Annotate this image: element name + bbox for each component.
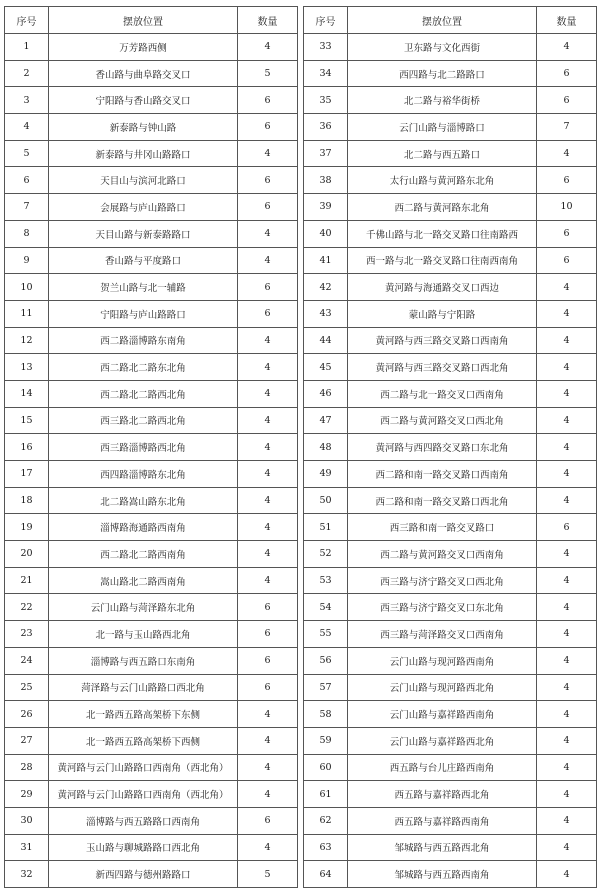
table-row	[5, 167, 298, 194]
table-row	[304, 140, 597, 167]
table-row	[304, 434, 597, 461]
table-row	[304, 834, 597, 861]
row-number-cell: 48	[304, 434, 348, 461]
table-row	[5, 754, 298, 781]
table-row	[5, 34, 298, 61]
row-quantity-cell: 4	[238, 354, 298, 381]
row-quantity-cell: 4	[537, 327, 597, 354]
row-location-cell: 云门山路与菏泽路东北角	[49, 594, 238, 621]
row-location-cell: 西四路淄博路东北角	[49, 461, 238, 488]
row-number-cell: 32	[5, 861, 49, 888]
table-row	[304, 407, 597, 434]
row-quantity-cell: 6	[238, 274, 298, 301]
row-location-cell: 黄河路与西三路交叉路口西北角	[348, 354, 537, 381]
placement-table-left	[4, 6, 298, 888]
row-number-cell: 49	[304, 461, 348, 488]
row-quantity-cell: 4	[238, 754, 298, 781]
row-quantity-cell: 4	[537, 674, 597, 701]
row-location-cell: 西三路淄博路西北角	[49, 434, 238, 461]
row-quantity-cell: 4	[537, 567, 597, 594]
row-number-cell: 13	[5, 354, 49, 381]
row-location-cell: 北二路嵩山路东北角	[49, 487, 238, 514]
row-location-cell: 万芳路西侧	[49, 34, 238, 61]
table-row	[304, 754, 597, 781]
row-number-cell: 21	[5, 567, 49, 594]
row-quantity-cell: 4	[238, 567, 298, 594]
row-quantity-cell: 4	[238, 140, 298, 167]
row-location-cell: 北一路西五路高架桥下西侧	[49, 727, 238, 754]
row-location-cell: 香山路与平度路口	[49, 247, 238, 274]
row-quantity-cell: 4	[537, 140, 597, 167]
row-quantity-cell: 4	[537, 300, 597, 327]
row-number-cell: 50	[304, 487, 348, 514]
row-location-cell: 西三路与济宁路交叉口西北角	[348, 567, 537, 594]
row-location-cell: 西二路北二路西北角	[49, 380, 238, 407]
row-location-cell: 西四路与北二路路口	[348, 60, 537, 87]
row-quantity-cell: 7	[537, 114, 597, 141]
row-number-cell: 20	[5, 541, 49, 568]
table-row	[5, 861, 298, 888]
row-quantity-cell: 4	[238, 407, 298, 434]
row-number-cell: 42	[304, 274, 348, 301]
row-quantity-cell: 6	[238, 114, 298, 141]
row-number-cell: 1	[5, 34, 49, 61]
row-location-cell: 新西四路与德州路路口	[49, 861, 238, 888]
table-row	[304, 674, 597, 701]
row-quantity-cell: 4	[537, 434, 597, 461]
row-quantity-cell: 6	[537, 60, 597, 87]
table-row	[304, 861, 597, 888]
row-number-cell: 31	[5, 834, 49, 861]
row-number-cell: 64	[304, 861, 348, 888]
table-row	[5, 461, 298, 488]
table-body-right	[304, 34, 597, 888]
row-number-cell: 57	[304, 674, 348, 701]
row-quantity-cell: 4	[238, 380, 298, 407]
row-quantity-cell: 4	[537, 621, 597, 648]
row-quantity-cell: 4	[537, 541, 597, 568]
row-location-cell: 云门山路与现河路西北角	[348, 674, 537, 701]
row-location-cell: 西二路北二路西南角	[49, 541, 238, 568]
table-row	[304, 194, 597, 221]
row-location-cell: 淄博路与西五路口东南角	[49, 647, 238, 674]
row-location-cell: 邹城路与西五路西南角	[348, 861, 537, 888]
table-row	[5, 487, 298, 514]
row-location-cell: 贺兰山路与北一辅路	[49, 274, 238, 301]
table-row	[304, 300, 597, 327]
row-location-cell: 西三路与菏泽路交叉口西南角	[348, 621, 537, 648]
row-location-cell: 西二路与黄河路东北角	[348, 194, 537, 221]
table-row	[5, 220, 298, 247]
row-location-cell: 云门山路与淄博路口	[348, 114, 537, 141]
row-number-cell: 63	[304, 834, 348, 861]
row-location-cell: 云门山路与嘉祥路西北角	[348, 727, 537, 754]
row-number-cell: 8	[5, 220, 49, 247]
row-number-cell: 53	[304, 567, 348, 594]
table-row	[5, 674, 298, 701]
row-location-cell: 蒙山路与宁阳路	[348, 300, 537, 327]
row-location-cell: 菏泽路与云门山路路口西北角	[49, 674, 238, 701]
row-quantity-cell: 4	[537, 754, 597, 781]
row-number-cell: 38	[304, 167, 348, 194]
row-location-cell: 西二路和南一路交叉路口西南角	[348, 461, 537, 488]
row-location-cell: 西三路与济宁路交叉口东北角	[348, 594, 537, 621]
header-location: 摆放位置	[348, 7, 537, 34]
row-quantity-cell: 6	[537, 167, 597, 194]
row-location-cell: 宁阳路与庐山路路口	[49, 300, 238, 327]
table-row	[5, 247, 298, 274]
table-row	[5, 541, 298, 568]
table-row	[304, 541, 597, 568]
row-number-cell: 3	[5, 87, 49, 114]
row-quantity-cell: 4	[238, 461, 298, 488]
table-row	[5, 140, 298, 167]
table-row	[304, 34, 597, 61]
row-quantity-cell: 4	[537, 34, 597, 61]
row-location-cell: 卫东路与文化西街	[348, 34, 537, 61]
row-quantity-cell: 6	[537, 514, 597, 541]
table-row	[5, 407, 298, 434]
row-quantity-cell: 4	[238, 34, 298, 61]
row-number-cell: 11	[5, 300, 49, 327]
table-row	[5, 114, 298, 141]
header-no: 序号	[5, 7, 49, 34]
row-number-cell: 58	[304, 701, 348, 728]
row-number-cell: 51	[304, 514, 348, 541]
table-row	[304, 594, 597, 621]
header-no: 序号	[304, 7, 348, 34]
row-number-cell: 33	[304, 34, 348, 61]
row-number-cell: 37	[304, 140, 348, 167]
table-row	[5, 327, 298, 354]
row-quantity-cell: 4	[537, 274, 597, 301]
table-row	[5, 567, 298, 594]
row-number-cell: 15	[5, 407, 49, 434]
row-quantity-cell: 10	[537, 194, 597, 221]
table-row	[5, 380, 298, 407]
row-quantity-cell: 6	[238, 194, 298, 221]
row-number-cell: 30	[5, 807, 49, 834]
row-number-cell: 54	[304, 594, 348, 621]
row-location-cell: 西三路北二路西北角	[49, 407, 238, 434]
row-number-cell: 61	[304, 781, 348, 808]
row-quantity-cell: 6	[537, 87, 597, 114]
row-location-cell: 新泰路与钟山路	[49, 114, 238, 141]
row-quantity-cell: 6	[238, 621, 298, 648]
table-row	[304, 514, 597, 541]
table-row	[304, 354, 597, 381]
row-number-cell: 40	[304, 220, 348, 247]
row-location-cell: 云门山路与嘉祥路西南角	[348, 701, 537, 728]
row-number-cell: 12	[5, 327, 49, 354]
row-quantity-cell: 4	[537, 461, 597, 488]
row-location-cell: 北一路西五路高架桥下东侧	[49, 701, 238, 728]
row-number-cell: 2	[5, 60, 49, 87]
row-number-cell: 22	[5, 594, 49, 621]
row-number-cell: 60	[304, 754, 348, 781]
table-row	[5, 274, 298, 301]
row-number-cell: 14	[5, 380, 49, 407]
row-number-cell: 34	[304, 60, 348, 87]
row-quantity-cell: 4	[238, 701, 298, 728]
row-number-cell: 36	[304, 114, 348, 141]
row-location-cell: 西一路与北一路交叉路口往南西南角	[348, 247, 537, 274]
row-quantity-cell: 4	[537, 647, 597, 674]
row-location-cell: 北二路与西五路口	[348, 140, 537, 167]
table-body-left	[5, 34, 298, 888]
placement-table-right	[303, 6, 597, 888]
row-location-cell: 黄河路与西三路交叉路口西南角	[348, 327, 537, 354]
row-location-cell: 北一路与玉山路西北角	[49, 621, 238, 648]
table-row	[5, 514, 298, 541]
row-quantity-cell: 4	[537, 594, 597, 621]
row-quantity-cell: 5	[238, 861, 298, 888]
row-quantity-cell: 4	[537, 487, 597, 514]
table-row	[5, 647, 298, 674]
row-number-cell: 59	[304, 727, 348, 754]
table-row	[304, 567, 597, 594]
row-number-cell: 25	[5, 674, 49, 701]
row-location-cell: 太行山路与黄河路东北角	[348, 167, 537, 194]
row-location-cell: 西二路和南一路交叉路口西北角	[348, 487, 537, 514]
row-quantity-cell: 4	[537, 781, 597, 808]
row-location-cell: 玉山路与聊城路路口西北角	[49, 834, 238, 861]
row-location-cell: 会展路与庐山路路口	[49, 194, 238, 221]
row-location-cell: 西五路与台儿庄路西南角	[348, 754, 537, 781]
row-location-cell: 西二路与北一路交叉口西南角	[348, 380, 537, 407]
row-quantity-cell: 6	[537, 220, 597, 247]
row-location-cell: 宁阳路与香山路交叉口	[49, 87, 238, 114]
row-location-cell: 邹城路与西五路西北角	[348, 834, 537, 861]
row-number-cell: 56	[304, 647, 348, 674]
header-location: 摆放位置	[49, 7, 238, 34]
table-row	[304, 701, 597, 728]
row-number-cell: 6	[5, 167, 49, 194]
table-header-row	[5, 7, 298, 34]
row-number-cell: 44	[304, 327, 348, 354]
row-quantity-cell: 4	[537, 861, 597, 888]
row-quantity-cell: 4	[238, 781, 298, 808]
table-row	[5, 594, 298, 621]
table-row	[304, 380, 597, 407]
table-row	[304, 327, 597, 354]
row-quantity-cell: 4	[537, 701, 597, 728]
row-location-cell: 西三路和南一路交叉路口	[348, 514, 537, 541]
table-row	[5, 434, 298, 461]
row-quantity-cell: 4	[537, 354, 597, 381]
table-row	[304, 114, 597, 141]
row-number-cell: 5	[5, 140, 49, 167]
row-quantity-cell: 6	[537, 247, 597, 274]
row-number-cell: 62	[304, 807, 348, 834]
row-location-cell: 淄博路与西五路路口西南角	[49, 807, 238, 834]
row-number-cell: 24	[5, 647, 49, 674]
row-location-cell: 西二路淄博路东南角	[49, 327, 238, 354]
row-quantity-cell: 4	[238, 541, 298, 568]
row-location-cell: 云门山路与现河路西南角	[348, 647, 537, 674]
table-row	[5, 621, 298, 648]
row-number-cell: 27	[5, 727, 49, 754]
row-location-cell: 西五路与嘉祥路西北角	[348, 781, 537, 808]
row-number-cell: 17	[5, 461, 49, 488]
table-row	[5, 354, 298, 381]
table-row	[304, 247, 597, 274]
table-row	[5, 194, 298, 221]
row-quantity-cell: 4	[238, 434, 298, 461]
table-row	[304, 274, 597, 301]
table-row	[304, 220, 597, 247]
table-row	[304, 781, 597, 808]
row-number-cell: 47	[304, 407, 348, 434]
row-number-cell: 52	[304, 541, 348, 568]
row-number-cell: 18	[5, 487, 49, 514]
row-quantity-cell: 4	[238, 727, 298, 754]
row-quantity-cell: 6	[238, 167, 298, 194]
row-quantity-cell: 4	[537, 380, 597, 407]
table-header-row	[304, 7, 597, 34]
row-quantity-cell: 6	[238, 647, 298, 674]
row-location-cell: 嵩山路北二路西南角	[49, 567, 238, 594]
table-row	[5, 701, 298, 728]
row-quantity-cell: 4	[238, 487, 298, 514]
table-row	[304, 487, 597, 514]
row-location-cell: 天目山路与新泰路路口	[49, 220, 238, 247]
row-location-cell: 香山路与曲阜路交叉口	[49, 60, 238, 87]
row-number-cell: 7	[5, 194, 49, 221]
table-row	[304, 621, 597, 648]
row-quantity-cell: 4	[537, 727, 597, 754]
table-row	[304, 807, 597, 834]
row-quantity-cell: 4	[238, 327, 298, 354]
row-quantity-cell: 6	[238, 87, 298, 114]
row-quantity-cell: 4	[238, 834, 298, 861]
table-row	[5, 87, 298, 114]
table-row	[304, 727, 597, 754]
table-row	[5, 807, 298, 834]
table-row	[304, 87, 597, 114]
row-location-cell: 西二路与黄河路交叉口西南角	[348, 541, 537, 568]
row-location-cell: 黄河路与云门山路路口西南角（西北角）	[49, 754, 238, 781]
row-number-cell: 55	[304, 621, 348, 648]
row-location-cell: 千佛山路与北一路交叉路口往南路西	[348, 220, 537, 247]
row-number-cell: 39	[304, 194, 348, 221]
row-quantity-cell: 4	[238, 247, 298, 274]
row-quantity-cell: 4	[238, 220, 298, 247]
table-row	[304, 167, 597, 194]
row-location-cell: 西五路与嘉祥路西南角	[348, 807, 537, 834]
row-quantity-cell: 4	[238, 514, 298, 541]
table-row	[304, 647, 597, 674]
row-number-cell: 10	[5, 274, 49, 301]
row-location-cell: 西二路北二路东北角	[49, 354, 238, 381]
row-quantity-cell: 4	[537, 807, 597, 834]
table-row	[5, 300, 298, 327]
table-row	[5, 834, 298, 861]
row-number-cell: 28	[5, 754, 49, 781]
row-location-cell: 黄河路与云门山路路口西南角（西北角）	[49, 781, 238, 808]
row-quantity-cell: 5	[238, 60, 298, 87]
row-number-cell: 23	[5, 621, 49, 648]
row-location-cell: 北二路与裕华街桥	[348, 87, 537, 114]
row-location-cell: 黄河路与海通路交叉口西边	[348, 274, 537, 301]
row-quantity-cell: 6	[238, 674, 298, 701]
row-location-cell: 天目山与滨河北路口	[49, 167, 238, 194]
row-number-cell: 46	[304, 380, 348, 407]
row-quantity-cell: 6	[238, 594, 298, 621]
table-row	[304, 461, 597, 488]
row-quantity-cell: 6	[238, 807, 298, 834]
row-quantity-cell: 6	[238, 300, 298, 327]
row-quantity-cell: 4	[537, 407, 597, 434]
row-number-cell: 29	[5, 781, 49, 808]
row-number-cell: 45	[304, 354, 348, 381]
header-qty: 数量	[537, 7, 597, 34]
header-qty: 数量	[238, 7, 298, 34]
row-number-cell: 26	[5, 701, 49, 728]
table-row	[5, 727, 298, 754]
row-number-cell: 35	[304, 87, 348, 114]
row-number-cell: 19	[5, 514, 49, 541]
row-location-cell: 淄博路海通路西南角	[49, 514, 238, 541]
row-number-cell: 4	[5, 114, 49, 141]
row-location-cell: 西二路与黄河路交叉口西北角	[348, 407, 537, 434]
row-number-cell: 16	[5, 434, 49, 461]
row-location-cell: 新泰路与井冈山路路口	[49, 140, 238, 167]
row-location-cell: 黄河路与西四路交叉路口东北角	[348, 434, 537, 461]
row-number-cell: 9	[5, 247, 49, 274]
row-number-cell: 41	[304, 247, 348, 274]
table-row	[304, 60, 597, 87]
table-row	[5, 60, 298, 87]
row-number-cell: 43	[304, 300, 348, 327]
table-row	[5, 781, 298, 808]
row-quantity-cell: 4	[537, 834, 597, 861]
